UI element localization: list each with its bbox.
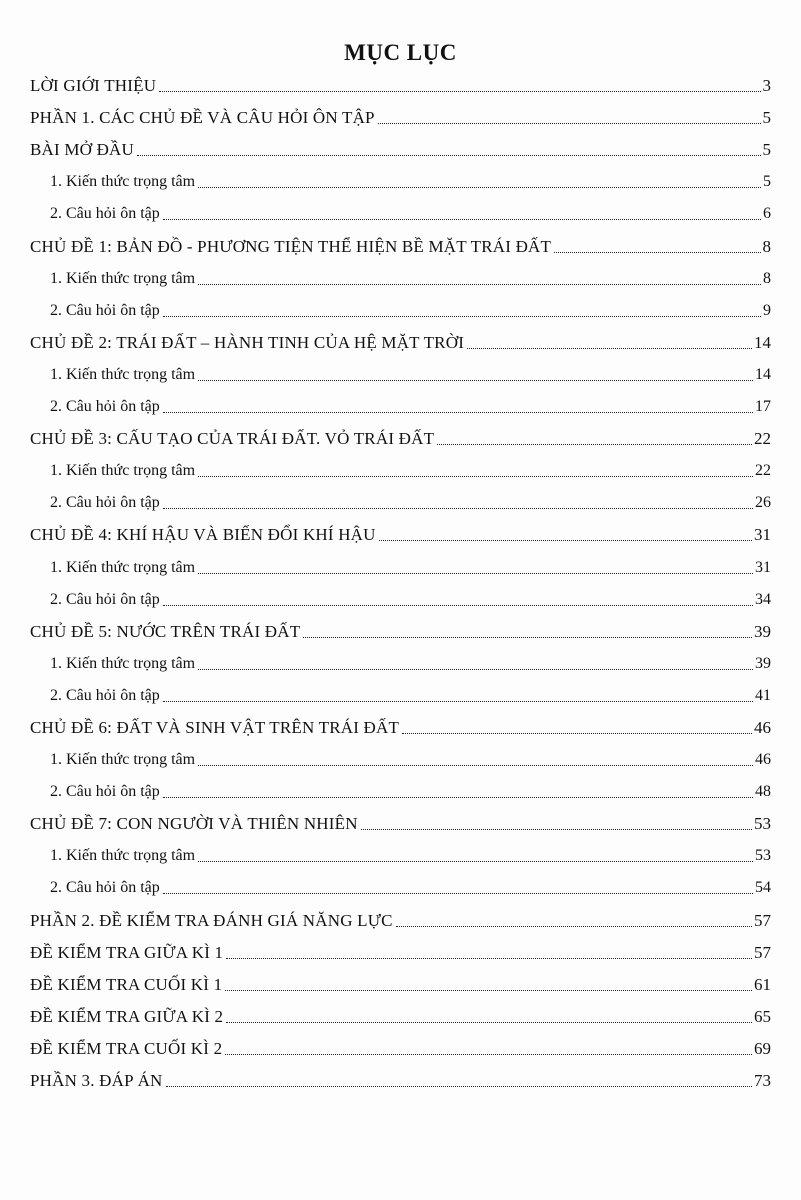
dot-leader bbox=[554, 252, 760, 253]
toc-entry-label: CHỦ ĐỀ 4: KHÍ HẬU VÀ BIẾN ĐỔI KHÍ HẬU bbox=[30, 525, 376, 545]
toc-entry-label: CHỦ ĐỀ 2: TRÁI ĐẤT – HÀNH TINH CỦA HỆ MẶT TRỜI bbox=[30, 332, 465, 352]
toc-entry-label: CHỦ ĐỀ 6: ĐẤT VÀ SINH VẬT TRÊN TRÁI ĐẤT bbox=[30, 717, 400, 737]
dot-leader bbox=[198, 476, 753, 477]
toc-entry-label: 2. Câu hỏi ôn tập bbox=[50, 205, 160, 223]
toc-page-number: 31 bbox=[755, 558, 771, 576]
toc-entry-label: ĐỀ KIỂM TRA CUỐI KÌ 2 bbox=[30, 1038, 223, 1058]
toc-subentry[interactable] bbox=[30, 293, 771, 325]
toc-entry-label: 1. Kiến thức trọng tâm bbox=[50, 654, 196, 672]
toc-entry[interactable] bbox=[30, 100, 771, 132]
toc-page-number: 5 bbox=[762, 108, 771, 128]
dot-leader bbox=[396, 926, 752, 927]
toc-entry[interactable] bbox=[30, 999, 771, 1031]
toc-subentry[interactable] bbox=[30, 196, 771, 228]
toc-page-number: 9 bbox=[763, 301, 771, 319]
toc-page-number: 5 bbox=[763, 173, 771, 191]
toc-subentry[interactable] bbox=[30, 678, 771, 710]
toc-page-number: 57 bbox=[754, 942, 771, 962]
toc-entry-label: 2. Câu hỏi ôn tập bbox=[50, 590, 160, 608]
toc-entry[interactable] bbox=[30, 1063, 771, 1095]
toc-page-number: 53 bbox=[755, 847, 771, 865]
toc-page-number: 14 bbox=[755, 365, 771, 383]
dot-leader bbox=[198, 573, 753, 574]
dot-leader bbox=[225, 990, 752, 991]
toc-page-number: 26 bbox=[755, 494, 771, 512]
toc-entry-label: 2. Câu hỏi ôn tập bbox=[50, 783, 160, 801]
toc-entry-label: 1. Kiến thức trọng tâm bbox=[50, 847, 196, 865]
toc-subentry[interactable] bbox=[30, 742, 771, 774]
dot-leader bbox=[198, 187, 761, 188]
dot-leader bbox=[163, 797, 753, 798]
toc-entry-label: PHẦN 1. CÁC CHỦ ĐỀ VÀ CÂU HỎI ÔN TẬP bbox=[30, 108, 375, 128]
dot-leader bbox=[137, 155, 761, 156]
toc-page-number: 8 bbox=[762, 236, 771, 256]
dot-leader bbox=[225, 1054, 752, 1055]
toc-subentry[interactable] bbox=[30, 261, 771, 293]
toc-page-number: 69 bbox=[754, 1038, 771, 1058]
toc-entry-label: 1. Kiến thức trọng tâm bbox=[50, 558, 196, 576]
dot-leader bbox=[378, 123, 761, 124]
toc-entry-label: 1. Kiến thức trọng tâm bbox=[50, 365, 196, 383]
toc-subentry[interactable] bbox=[30, 774, 771, 806]
toc-entry-label: CHỦ ĐỀ 7: CON NGƯỜI VÀ THIÊN NHIÊN bbox=[30, 814, 358, 834]
toc-entry[interactable] bbox=[30, 1031, 771, 1063]
dot-leader bbox=[379, 540, 752, 541]
toc-entry-label: 1. Kiến thức trọng tâm bbox=[50, 751, 196, 769]
toc-page-number: 17 bbox=[755, 398, 771, 416]
toc-subentry[interactable] bbox=[30, 453, 771, 485]
toc-subentry[interactable] bbox=[30, 646, 771, 678]
dot-leader bbox=[166, 1086, 752, 1087]
toc-subentry[interactable] bbox=[30, 485, 771, 517]
dot-leader bbox=[198, 669, 753, 670]
toc-page-number: 8 bbox=[763, 269, 771, 287]
toc-entry-label: CHỦ ĐỀ 5: NƯỚC TRÊN TRÁI ĐẤT bbox=[30, 621, 301, 641]
dot-leader bbox=[198, 380, 753, 381]
toc-subentry[interactable] bbox=[30, 838, 771, 870]
dot-leader bbox=[163, 508, 753, 509]
dot-leader bbox=[303, 637, 752, 638]
toc-page-number: 53 bbox=[754, 814, 771, 834]
dot-leader bbox=[226, 1022, 752, 1023]
toc-page-number: 41 bbox=[755, 686, 771, 704]
toc-entry-label: PHẦN 2. ĐỀ KIỂM TRA ĐÁNH GIÁ NĂNG LỰC bbox=[30, 910, 393, 930]
toc-entry-label: 2. Câu hỏi ôn tập bbox=[50, 494, 160, 512]
toc-page-number: 73 bbox=[754, 1071, 771, 1090]
dot-leader bbox=[163, 412, 753, 413]
toc-entry-label: 2. Câu hỏi ôn tập bbox=[50, 879, 160, 897]
toc-page-number: 46 bbox=[755, 751, 771, 769]
toc-page-number: 3 bbox=[762, 76, 771, 96]
toc-entry-label: CHỦ ĐỀ 3: CẤU TẠO CỦA TRÁI ĐẤT. VỎ TRÁI ĐẤT bbox=[30, 429, 435, 449]
toc-page-number: 46 bbox=[754, 717, 771, 737]
toc-page-number: 65 bbox=[754, 1006, 771, 1026]
toc-page-number: 5 bbox=[762, 140, 771, 160]
toc-entry-label: 1. Kiến thức trọng tâm bbox=[50, 462, 196, 480]
toc-entry[interactable] bbox=[30, 614, 771, 646]
toc-subentry[interactable] bbox=[30, 357, 771, 389]
toc-entry[interactable] bbox=[30, 68, 771, 100]
toc-page-number: 22 bbox=[754, 429, 771, 449]
toc-page-number: 39 bbox=[754, 621, 771, 641]
toc-subentry[interactable] bbox=[30, 389, 771, 421]
dot-leader bbox=[226, 958, 752, 959]
toc-entry[interactable] bbox=[30, 228, 771, 260]
toc-entry[interactable] bbox=[30, 710, 771, 742]
dot-leader bbox=[402, 733, 752, 734]
toc-entry-label: 2. Câu hỏi ôn tập bbox=[50, 686, 160, 704]
toc-entry[interactable] bbox=[30, 935, 771, 967]
toc-entry-label: 2. Câu hỏi ôn tập bbox=[50, 301, 160, 319]
toc-entry-label: ĐỀ KIỂM TRA GIỮA KÌ 2 bbox=[30, 1006, 224, 1026]
toc-entry-label: 2. Câu hỏi ôn tập bbox=[50, 398, 160, 416]
toc-page-number: 61 bbox=[754, 974, 771, 994]
toc-entry[interactable] bbox=[30, 421, 771, 453]
toc-entry[interactable] bbox=[30, 325, 771, 357]
toc-page-number: 34 bbox=[755, 590, 771, 608]
dot-leader bbox=[163, 219, 761, 220]
toc-subentry[interactable] bbox=[30, 549, 771, 581]
toc-entry[interactable] bbox=[30, 132, 771, 164]
toc-entry-label: 1. Kiến thức trọng tâm bbox=[50, 173, 196, 191]
dot-leader bbox=[198, 284, 761, 285]
toc-page-number: 39 bbox=[755, 654, 771, 672]
toc-entry-label: ĐỀ KIỂM TRA CUỐI KÌ 1 bbox=[30, 974, 223, 994]
toc-entry-label: BÀI MỞ ĐẦU bbox=[30, 140, 134, 160]
dot-leader bbox=[163, 893, 753, 894]
page-title: MỤC LỤC bbox=[344, 40, 457, 65]
dot-leader bbox=[163, 316, 761, 317]
toc-page-number: 54 bbox=[755, 879, 771, 897]
toc-entry-label: CHỦ ĐỀ 1: BẢN ĐỒ - PHƯƠNG TIỆN THỂ HIỆN BỀ MẶT TRÁI ĐẤT bbox=[30, 236, 552, 256]
toc-page-number: 22 bbox=[755, 462, 771, 480]
table-of-contents bbox=[30, 68, 771, 1095]
toc-entry[interactable] bbox=[30, 806, 771, 838]
toc-page-number: 14 bbox=[754, 332, 771, 352]
toc-subentry[interactable] bbox=[30, 582, 771, 614]
toc-entry[interactable] bbox=[30, 517, 771, 549]
dot-leader bbox=[198, 861, 753, 862]
dot-leader bbox=[163, 701, 753, 702]
toc-entry-label: ĐỀ KIỂM TRA GIỮA KÌ 1 bbox=[30, 942, 224, 962]
dot-leader bbox=[437, 444, 752, 445]
dot-leader bbox=[361, 829, 752, 830]
dot-leader bbox=[467, 348, 752, 349]
dot-leader bbox=[198, 765, 753, 766]
toc-entry[interactable] bbox=[30, 902, 771, 934]
toc-entry-label: 1. Kiến thức trọng tâm bbox=[50, 269, 196, 287]
dot-leader bbox=[163, 605, 753, 606]
toc-subentry[interactable] bbox=[30, 164, 771, 196]
toc-entry-label: LỜI GIỚI THIỆU bbox=[30, 76, 157, 96]
toc-page-number: 31 bbox=[754, 525, 771, 545]
toc-entry[interactable] bbox=[30, 967, 771, 999]
toc-subentry[interactable] bbox=[30, 870, 771, 902]
dot-leader bbox=[159, 91, 760, 92]
toc-entry-label: PHẦN 3. ĐÁP ÁN bbox=[30, 1071, 163, 1090]
toc-page-number: 48 bbox=[755, 783, 771, 801]
toc-page-number: 6 bbox=[763, 205, 771, 223]
toc-page-number: 57 bbox=[754, 910, 771, 930]
